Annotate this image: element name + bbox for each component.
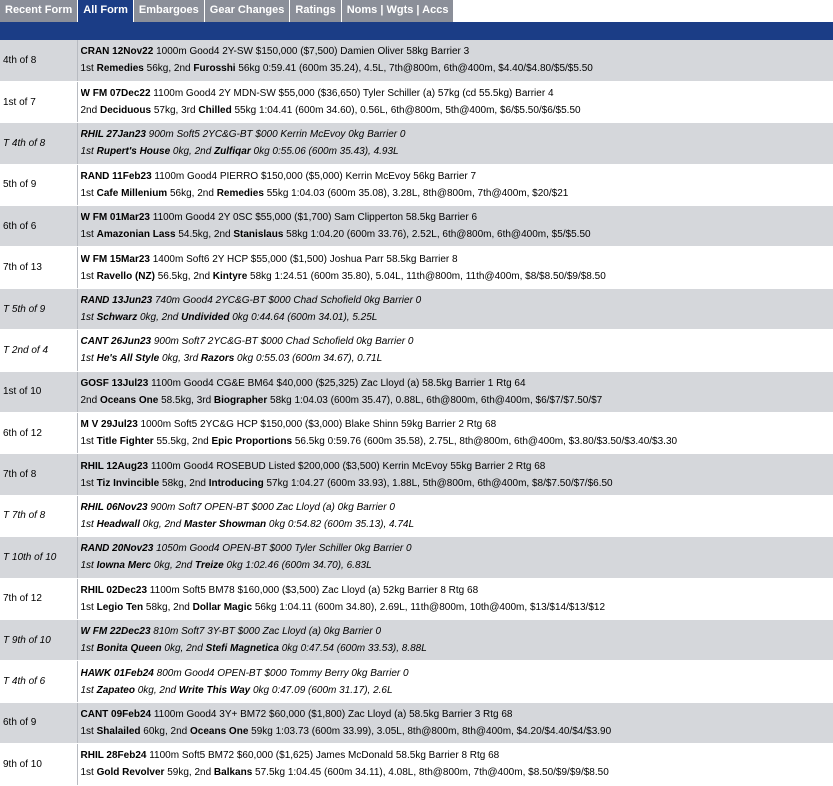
- text: 1100m Good4 2Y 0SC $55,000 ($1,700) Sam Clipperton 58.5kg Barrier 6: [150, 212, 477, 223]
- bold-text[interactable]: M V 29Jul23: [81, 419, 138, 430]
- finish-position: 9th of 10: [0, 744, 77, 785]
- text: 1st: [81, 726, 97, 737]
- race-summary-line: [81, 416, 833, 433]
- race-details: [77, 578, 833, 619]
- bold-text[interactable]: W FM 07Dec22: [81, 88, 151, 99]
- text: 1100m Soft5 BM72 $60,000 ($1,625) James McDonald 58.5kg Barrier 8 Rtg 68: [146, 750, 499, 761]
- finish-position: 5th of 9: [0, 164, 77, 205]
- form-row: [0, 454, 833, 495]
- form-row: [0, 330, 833, 371]
- result-line: [81, 392, 833, 409]
- bold-text: Write This Way: [179, 685, 250, 696]
- text: 1100m Good4 2Y MDN-SW $55,000 ($36,650) Tyler Schiller (a) 57kg (cd 55.5kg) Barrier 4: [151, 88, 554, 99]
- text: 2nd: [81, 105, 100, 116]
- race-summary-line: [81, 168, 833, 185]
- form-row: [0, 371, 833, 412]
- finish-position: T 2nd of 4: [0, 330, 77, 371]
- form-row: [0, 123, 833, 164]
- result-line: [81, 350, 833, 367]
- result-line: [81, 309, 833, 326]
- bold-text: Chilled: [198, 105, 231, 116]
- finish-position: 7th of 8: [0, 454, 77, 495]
- bold-text: He's All Style: [97, 353, 160, 364]
- finish-position: T 5th of 9: [0, 288, 77, 329]
- race-summary-line: [81, 85, 833, 102]
- bold-text: Ravello (NZ): [97, 271, 155, 282]
- finish-position: 7th of 13: [0, 247, 77, 288]
- form-row: [0, 164, 833, 205]
- text: 1st: [81, 560, 97, 571]
- race-summary-line: [81, 499, 833, 516]
- race-summary-line: [81, 43, 833, 60]
- form-tabs: [0, 0, 833, 22]
- result-line: [81, 60, 833, 77]
- finish-position: 4th of 8: [0, 40, 77, 81]
- text: 1st: [81, 478, 97, 489]
- text: 1st: [81, 63, 97, 74]
- race-details: [77, 123, 833, 164]
- race-details: [77, 40, 833, 81]
- bold-text: Remedies: [97, 63, 144, 74]
- bold-text[interactable]: W FM 15Mar23: [81, 254, 150, 265]
- race-details: [77, 371, 833, 412]
- text: 0kg 0:47.54 (600m 33.53), 8.88L: [279, 643, 427, 654]
- bold-text: Oceans One: [190, 726, 248, 737]
- text: 0kg, 2nd: [151, 560, 195, 571]
- text: 1100m Good4 3Y+ BM72 $60,000 ($1,800) Zac Lloyd (a) 58.5kg Barrier 3 Rtg 68: [151, 709, 512, 720]
- text: 1000m Soft5 2YC&G HCP $150,000 ($3,000) Blake Shinn 59kg Barrier 2 Rtg 68: [138, 419, 496, 430]
- bold-text: Title Fighter: [97, 436, 154, 447]
- bold-text: Iowna Merc: [97, 560, 151, 571]
- form-row: [0, 40, 833, 81]
- text: 58kg 1:04.20 (600m 33.76), 2.52L, 6th@800m, 6th@400m, $5/$5.50: [283, 229, 590, 240]
- bold-text: Biographer: [214, 395, 267, 406]
- text: 55kg 1:04.41 (600m 34.60), 0.56L, 6th@800m, 5th@400m, $6/$5.50/$6/$5.50: [232, 105, 581, 116]
- form-row: [0, 206, 833, 247]
- race-summary-line: [81, 251, 833, 268]
- text: 56kg, 2nd: [167, 188, 216, 199]
- text: 1st: [81, 188, 97, 199]
- result-line: [81, 557, 833, 574]
- bold-text: Zapateo: [97, 685, 135, 696]
- bold-text: Master Showman: [184, 519, 266, 530]
- finish-position: 1st of 7: [0, 81, 77, 122]
- result-line: [81, 268, 833, 285]
- text: 1st: [81, 436, 97, 447]
- text: 56.5kg 0:59.76 (600m 35.58), 2.75L, 8th@800m, 6th@400m, $3.80/$3.50/$3.40/$3.30: [292, 436, 677, 447]
- finish-position: 1st of 10: [0, 371, 77, 412]
- text: 0kg, 2nd: [140, 519, 184, 530]
- text: 2nd: [81, 395, 100, 406]
- form-table: [0, 40, 833, 786]
- race-details: [77, 702, 833, 743]
- text: 57kg 1:04.27 (600m 33.93), 1.88L, 5th@800m, 6th@400m, $8/$7.50/$7/$6.50: [264, 478, 613, 489]
- text: 0kg, 2nd: [137, 312, 181, 323]
- text: 58kg 1:24.51 (600m 35.80), 5.04L, 11th@800m, 11th@400m, $8/$8.50/$9/$8.50: [247, 271, 606, 282]
- bold-text: Epic Proportions: [212, 436, 293, 447]
- result-line: [81, 764, 833, 781]
- text: 57kg, 3rd: [151, 105, 198, 116]
- bold-text: Deciduous: [100, 105, 151, 116]
- race-summary-line: [81, 292, 833, 309]
- race-details: [77, 413, 833, 454]
- text: 900m Soft5 2YC&G-BT $000 Kerrin McEvoy 0kg Barrier 0: [146, 129, 406, 140]
- text: 56.5kg, 2nd: [155, 271, 213, 282]
- bold-text: Oceans One: [100, 395, 158, 406]
- finish-position: 6th of 6: [0, 206, 77, 247]
- bold-text: Stanislaus: [233, 229, 283, 240]
- header-bar: [0, 22, 833, 40]
- text: 1st: [81, 271, 97, 282]
- bold-text: Kintyre: [213, 271, 247, 282]
- bold-text[interactable]: RHIL 12Aug23: [81, 461, 149, 472]
- finish-position: T 10th of 10: [0, 537, 77, 578]
- text: 1st: [81, 519, 97, 530]
- text: 0kg 0:55.06 (600m 35.43), 4.93L: [251, 146, 399, 157]
- bold-text: Undivided: [181, 312, 229, 323]
- text: 0kg, 3rd: [159, 353, 201, 364]
- result-line: [81, 640, 833, 657]
- text: 0kg, 2nd: [170, 146, 214, 157]
- text: 1st: [81, 767, 97, 778]
- text: 1st: [81, 685, 97, 696]
- form-row: [0, 495, 833, 536]
- race-summary-line: [81, 375, 833, 392]
- race-details: [77, 247, 833, 288]
- result-line: [81, 723, 833, 740]
- bold-text: Schwarz: [97, 312, 138, 323]
- form-row: [0, 81, 833, 122]
- text: 1100m Good4 PIERRO $150,000 ($5,000) Kerrin McEvoy 56kg Barrier 7: [152, 171, 476, 182]
- bold-text: Razors: [201, 353, 234, 364]
- bold-text[interactable]: RHIL 28Feb24: [81, 750, 147, 761]
- bold-text: Treize: [195, 560, 224, 571]
- text: 57.5kg 1:04.45 (600m 34.11), 4.08L, 8th@800m, 7th@400m, $8.50/$9/$9/$8.50: [252, 767, 608, 778]
- text: 0kg 0:54.82 (600m 35.13), 4.74L: [266, 519, 414, 530]
- bold-text[interactable]: CRAN 12Nov22: [81, 46, 154, 57]
- text: 56kg 1:04.11 (600m 34.80), 2.69L, 11th@800m, 10th@400m, $13/$14/$13/$12: [252, 602, 605, 613]
- finish-position: 6th of 12: [0, 413, 77, 454]
- race-summary-line: [81, 706, 833, 723]
- tab-recent-form[interactable]: Recent Form: [0, 0, 78, 22]
- finish-position: T 7th of 8: [0, 495, 77, 536]
- text: 55kg 1:04.03 (600m 35.08), 3.28L, 8th@800m, 7th@400m, $20/$21: [264, 188, 568, 199]
- tab-embargoes[interactable]: Embargoes: [134, 0, 205, 22]
- race-summary-line: [81, 126, 833, 143]
- finish-position: T 4th of 6: [0, 661, 77, 702]
- tab-noms-wgts-accs[interactable]: Noms | Wgts | Accs: [342, 0, 455, 22]
- text: 0kg 0:44.64 (600m 34.01), 5.25L: [229, 312, 377, 323]
- bold-text: Introducing: [209, 478, 264, 489]
- text: 1st: [81, 602, 97, 613]
- result-line: [81, 433, 833, 450]
- text: 900m Soft7 OPEN-BT $000 Zac Lloyd (a) 0kg Barrier 0: [148, 502, 395, 513]
- text: 800m Good4 OPEN-BT $000 Tommy Berry 0kg Barrier 0: [154, 668, 409, 679]
- text: 59kg, 2nd: [164, 767, 213, 778]
- race-details: [77, 454, 833, 495]
- race-summary-line: [81, 458, 833, 475]
- text: 0kg, 2nd: [135, 685, 179, 696]
- race-summary-line: [81, 665, 833, 682]
- text: 900m Soft7 2YC&G-BT $000 Chad Schofield 0kg Barrier 0: [151, 336, 413, 347]
- text: 1100m Good4 CG&E BM64 $40,000 ($25,325) Zac Lloyd (a) 58.5kg Barrier 1 Rtg 64: [148, 378, 525, 389]
- race-details: [77, 537, 833, 578]
- text: 1050m Good4 OPEN-BT $000 Tyler Schiller 0kg Barrier 0: [153, 543, 411, 554]
- text: 56kg, 2nd: [144, 63, 193, 74]
- result-line: [81, 102, 833, 119]
- tab-gear-changes[interactable]: Gear Changes: [205, 0, 291, 22]
- race-details: [77, 206, 833, 247]
- race-details: [77, 81, 833, 122]
- bold-text[interactable]: GOSF 13Jul23: [81, 378, 149, 389]
- result-line: [81, 185, 833, 202]
- form-row: [0, 537, 833, 578]
- form-row: [0, 619, 833, 660]
- form-row: [0, 578, 833, 619]
- race-summary-line: [81, 540, 833, 557]
- race-details: [77, 619, 833, 660]
- form-row: [0, 661, 833, 702]
- text: 58.5kg, 3rd: [158, 395, 214, 406]
- race-details: [77, 288, 833, 329]
- text: 1st: [81, 146, 97, 157]
- bold-text: Stefi Magnetica: [206, 643, 279, 654]
- text: 0kg 0:55.03 (600m 34.67), 0.71L: [234, 353, 382, 364]
- bold-text: Legio Ten: [97, 602, 143, 613]
- tab-bar-filler: [454, 0, 833, 22]
- bold-text: Remedies: [217, 188, 264, 199]
- race-details: [77, 661, 833, 702]
- tab-all-form[interactable]: All Form: [78, 0, 134, 22]
- text: 59kg 1:03.73 (600m 33.99), 3.05L, 8th@800m, 8th@400m, $4.20/$4.40/$4/$3.90: [248, 726, 611, 737]
- text: 740m Good4 2YC&G-BT $000 Chad Schofield 0kg Barrier 0: [152, 295, 421, 306]
- finish-position: 6th of 9: [0, 702, 77, 743]
- text: 55.5kg, 2nd: [154, 436, 212, 447]
- text: 810m Soft7 3Y-BT $000 Zac Lloyd (a) 0kg Barrier 0: [151, 626, 381, 637]
- race-details: [77, 164, 833, 205]
- finish-position: T 4th of 8: [0, 123, 77, 164]
- bold-text: Tiz Invincible: [97, 478, 160, 489]
- bold-text[interactable]: RHIL 27Jan23: [81, 129, 146, 140]
- result-line: [81, 143, 833, 160]
- text: 1000m Good4 2Y-SW $150,000 ($7,500) Damien Oliver 58kg Barrier 3: [153, 46, 469, 57]
- race-summary-line: [81, 623, 833, 640]
- text: 1100m Soft5 BM78 $160,000 ($3,500) Zac Lloyd (a) 52kg Barrier 8 Rtg 68: [147, 585, 478, 596]
- finish-position: T 9th of 10: [0, 619, 77, 660]
- text: 54.5kg, 2nd: [176, 229, 234, 240]
- bold-text: Dollar Magic: [193, 602, 252, 613]
- bold-text[interactable]: CANT 09Feb24: [81, 709, 152, 720]
- race-details: [77, 495, 833, 536]
- race-summary-line: [81, 747, 833, 764]
- bold-text: Zulfiqar: [214, 146, 251, 157]
- bold-text: Rupert's House: [97, 146, 171, 157]
- tab-ratings[interactable]: Ratings: [290, 0, 341, 22]
- form-row: [0, 413, 833, 454]
- text: 1400m Soft6 2Y HCP $55,000 ($1,500) Joshua Parr 58.5kg Barrier 8: [150, 254, 458, 265]
- bold-text: Shalailed: [97, 726, 141, 737]
- bold-text[interactable]: W FM 22Dec23: [81, 626, 151, 637]
- bold-text: Headwall: [97, 519, 140, 530]
- race-summary-line: [81, 209, 833, 226]
- text: 58kg, 2nd: [143, 602, 192, 613]
- race-details: [77, 744, 833, 785]
- bold-text: Furosshi: [193, 63, 235, 74]
- bold-text[interactable]: RAND 20Nov23: [81, 543, 154, 554]
- form-row: [0, 744, 833, 785]
- bold-text[interactable]: W FM 01Mar23: [81, 212, 150, 223]
- text: 1st: [81, 229, 97, 240]
- text: 0kg 1:02.46 (600m 34.70), 6.83L: [224, 560, 372, 571]
- text: 58kg, 2nd: [159, 478, 208, 489]
- form-row: [0, 247, 833, 288]
- text: 1100m Good4 ROSEBUD Listed $200,000 ($3,500) Kerrin McEvoy 55kg Barrier 2 Rtg 68: [148, 461, 545, 472]
- form-row: [0, 288, 833, 329]
- bold-text[interactable]: RAND 13Jun23: [81, 295, 153, 306]
- result-line: [81, 682, 833, 699]
- text: 1st: [81, 353, 97, 364]
- bold-text[interactable]: RHIL 02Dec23: [81, 585, 148, 596]
- result-line: [81, 226, 833, 243]
- text: 58kg 1:04.03 (600m 35.47), 0.88L, 6th@800m, 6th@400m, $6/$7/$7.50/$7: [267, 395, 602, 406]
- bold-text: Gold Revolver: [97, 767, 165, 778]
- bold-text[interactable]: RHIL 06Nov23: [81, 502, 148, 513]
- race-summary-line: [81, 333, 833, 350]
- text: 1st: [81, 643, 97, 654]
- bold-text: Balkans: [214, 767, 252, 778]
- race-summary-line: [81, 582, 833, 599]
- result-line: [81, 475, 833, 492]
- bold-text[interactable]: CANT 26Jun23: [81, 336, 152, 347]
- bold-text[interactable]: RAND 11Feb23: [81, 171, 152, 182]
- text: 0kg 0:47.09 (600m 31.17), 2.6L: [250, 685, 392, 696]
- race-details: [77, 330, 833, 371]
- text: 60kg, 2nd: [141, 726, 190, 737]
- bold-text: Bonita Queen: [97, 643, 162, 654]
- result-line: [81, 599, 833, 616]
- text: 56kg 0:59.41 (600m 35.24), 4.5L, 7th@800m, 6th@400m, $4.40/$4.80/$5/$5.50: [236, 63, 593, 74]
- form-row: [0, 702, 833, 743]
- bold-text: Amazonian Lass: [97, 229, 176, 240]
- result-line: [81, 516, 833, 533]
- text: 1st: [81, 312, 97, 323]
- bold-text[interactable]: HAWK 01Feb24: [81, 668, 154, 679]
- bold-text: Cafe Millenium: [97, 188, 168, 199]
- finish-position: 7th of 12: [0, 578, 77, 619]
- text: 0kg, 2nd: [162, 643, 206, 654]
